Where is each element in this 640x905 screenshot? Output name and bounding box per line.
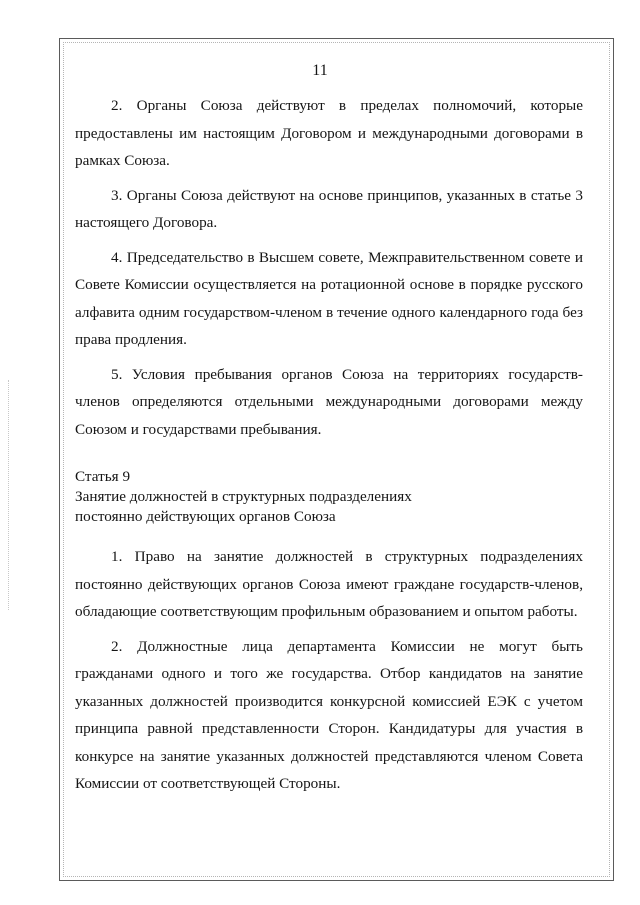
- paragraph-2: 2. Органы Союза действуют в пределах полномочий, которые предоставлены им настоящим Договором и международными договорами в рамках Союза.: [75, 97, 583, 169]
- paragraph-5: 5. Условия пребывания органов Союза на территориях государств-членов определяются отдельными международными договорами между Союзом и государствами пребывания.: [75, 365, 583, 438]
- article-number: Статья 9: [75, 468, 131, 485]
- paragraph-4: 4. Председательство в Высшем совете, Межправительственном совете и Совете Комиссии осуществляется на ротационной основе в порядке русского алфавита одним государством-членом в течение одного календарного года без права продления.: [75, 248, 583, 348]
- article-title-line-2: постоянно действующих органов Союза: [75, 508, 336, 525]
- margin-scan-dots: [8, 380, 10, 610]
- article-heading: [75, 467, 583, 527]
- paragraph-3: 3. Органы Союза действуют на основе принципов, указанных в статье 3 настоящего Договора.: [75, 186, 583, 231]
- document-body: [75, 92, 583, 805]
- article-9-paragraph-2: 2. Должностные лица департамента Комиссии не могут быть гражданами одного и того же государства. Отбор кандидатов на занятие указанных должностей производится конкурсной комиссией ЕЭК с учетом принципа равной представленности Сторон. Кандидатуры для участия в конкурсе на занятие указанных должностей представляются членом Совета Комиссии от соответствующей Стороны.: [75, 637, 583, 792]
- article-9-paragraph-1: 1. Право на занятие должностей в структурных подразделениях постоянно действующих органов Союза имеют граждане государств-членов, обладающие соответствующим профильным образованием и опытом работы.: [75, 548, 583, 620]
- article-title-line-1: Занятие должностей в структурных подразделениях: [75, 488, 412, 505]
- page-number: 11: [312, 62, 328, 79]
